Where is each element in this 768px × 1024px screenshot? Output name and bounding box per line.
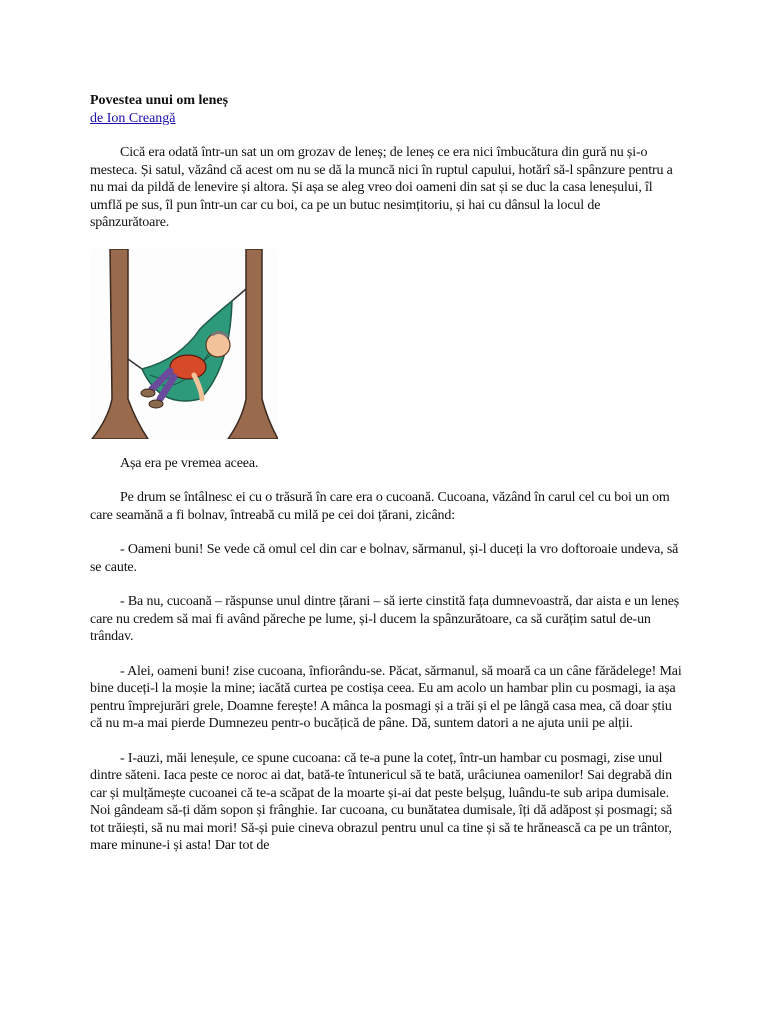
document-title: Povestea unui om leneș [90,93,229,108]
document-page [90,92,682,872]
author-link[interactable]: de Ion Creangă [90,111,176,126]
paragraph-3: Pe drum se întâlnesc ei cu o trăsură în care era o cucoană. Cucoana, văzând în carul cel cu boi un om care seamănă a fi bolnav, întreabă cu milă pe cei doi țărani, zicând: [90,490,670,523]
paragraph-2: Așa era pe vremea aceea. [120,455,259,471]
paragraph-7: - I-auzi, măi leneșule, ce spune cucoana: că te-a pune la coteț, într-un hambar cu posmagi, zise unul dintre săteni. Iaca peste ce noroc ai dat, bată-te întunericul să te bată, urâciunea oamenilor! Sai degrabă din car și mulțămește cucoanei că te-a scăpat de la moarte și-ai dat peste belșug, luându-te sub aripa dumisale. Noi gândeam să-ți dăm sopon și frânghie. Iar cucoana, cu bunătatea dumisale, îți dă adăpost și posmagi; să tot trăiești, să nu mai mori! Să-și puie cineva obrazul pentru unul ca tine și să te hrănească ca pe un trântor, mare minune-i și asta! Dar tot de [90,750,673,853]
paragraph-1: Cică era odată într-un sat un om grozav de leneș; de leneș ce era nici îmbucătura din gură nu și-o mestecа. Și satul, văzând că acest om nu se dă la muncă nici în ruptul capului, hotărî să-l spânzure pentru a nu mai da pildă de lenevire și altora. Și așa se aleg vreo doi oameni din sat și se duc la casa leneșului, îl umflă pe sus, îl pun într-un car cu boi, ca pe un butuc nesimțitoriu, și hai cu dânsul la locul de spânzurătoare. [90,145,673,230]
hammock-man-illustration [90,249,278,439]
paragraph-5: - Ba nu, cucoană – răspunse unul dintre țărani – să ierte cinstită fața dumnevoastră, dar aista e un leneș care nu credem să mai fi având păreche pe lume, și-l ducem la spânzurătoare, ca să curățim satul de-un trândav. [90,594,680,644]
paragraph-4: - Oameni buni! Se vede că omul cel din car e bolnav, sărmanul, și-l duceți la vro doftoroaie undeva, să se caute. [90,542,679,575]
paragraph-6: - Alei, oameni buni! zise cucoana, înfiorându-se. Păcat, sărmanul, să moară ca un câne fărădelege! Mai bine duceți-l la moșie la mine; iacătă curtea pe costișa ceea. Eu am acolo un hambar plin cu posmagi, ia așa pentru împrejurări grele, Doamne ferește! A mânca la posmagi și a trăi și el pe lângă casa mea, că doar știu că nu m-a mai pierde Dumnezeu pentr-o bucățică de pâne. Dă, suntem datori a ne ajuta unii pe alții. [90,663,682,731]
